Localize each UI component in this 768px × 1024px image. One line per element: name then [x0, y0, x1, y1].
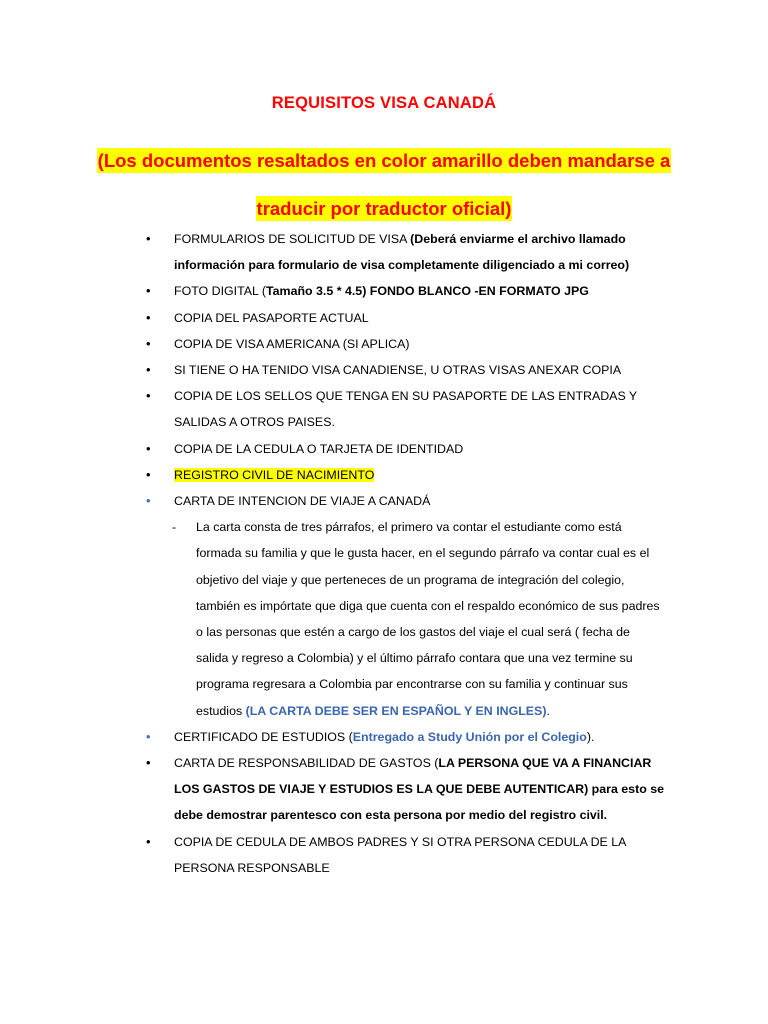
bullet-icon: •	[146, 231, 151, 246]
list-item-expense-letter	[0, 750, 768, 829]
list-item-id-copy	[0, 436, 768, 462]
list-item-text: COPIA DE CEDULA DE AMBOS PADRES Y SI OTRA PERSONA CEDULA DE LA PERSONA RESPONSABLE	[174, 834, 626, 875]
list-item-bold-text: LA PERSONA QUE VA A FINANCIAR LOS GASTOS DE VIAJE Y ESTUDIOS ES LA QUE DEBE AUTENTICAR) para esto se debe demostrar parentesco con esta persona por medio del registro civil.	[174, 756, 664, 823]
bullet-icon: •	[146, 493, 151, 509]
list-item-passport-stamps	[0, 383, 768, 435]
sub-item-text: La carta consta de tres párrafos, el primero va contar el estudiante como está formada su familia y que le gusta hacer, en el segundo párrafo va contar cual es el objetivo del viaje y que perteneces de un programa de integración del colegio, también es impórtate que diga que cuenta con el respaldo económico de sus padres o las personas que estén a cargo de los gastos del viaje el cual será ( fecha de salida y regreso a Colombia) y el último párrafo contara que una vez termine su programa regresara a Colombia par encontrarse con su familia y continuar sus estudios	[196, 520, 660, 718]
list-item-visa-forms	[0, 226, 768, 278]
list-item-text: SI TIENE O HA TENIDO VISA CANADIENSE, U OTRAS VISAS ANEXAR COPIA	[174, 363, 622, 378]
list-item-intent-letter	[0, 488, 768, 514]
language-requirement-note: (LA CARTA DEBE SER EN ESPAÑOL Y EN INGLES)	[245, 703, 547, 718]
list-item-text: CARTA DE RESPONSABILIDAD DE GASTOS (	[174, 756, 439, 771]
bullet-icon: •	[146, 833, 151, 849]
list-item-study-certificate	[0, 724, 768, 750]
list-item-canadian-visa	[0, 357, 768, 383]
notice-line-2: traducir por traductor oficial)	[256, 198, 512, 219]
list-item-bold-text: Tamaño 3.5 * 4.5) FONDO BLANCO -EN FORMATO JPG	[266, 284, 589, 299]
bullet-icon: •	[146, 466, 151, 482]
list-item-passport-copy	[0, 305, 768, 331]
notice-line-1: (Los documentos resaltados en color amarillo deben mandarse a	[97, 150, 671, 171]
list-item-bold-text: (Deberá enviarme el archivo llamado información para formulario de visa completamente diligenciado a mi correo)	[174, 232, 630, 273]
bullet-icon: •	[146, 309, 151, 325]
requirements-list	[0, 226, 768, 881]
bullet-icon: •	[146, 362, 151, 378]
bullet-icon: •	[146, 283, 151, 299]
dash-bullet-icon: -	[172, 520, 177, 535]
list-item-parents-id	[0, 829, 768, 881]
document-title: REQUISITOS VISA CANADÁ	[271, 94, 497, 112]
list-item-digital-photo	[0, 278, 768, 304]
list-item-blue-text: Entregado a Study Unión por el Colegio	[352, 729, 587, 744]
list-item-text: FORMULARIOS DE SOLICITUD DE VISA	[174, 232, 411, 246]
list-item-text-end: ).	[586, 729, 595, 744]
bullet-icon: •	[146, 755, 151, 771]
bullet-icon: •	[146, 335, 151, 351]
list-item-text: FOTO DIGITAL (	[174, 284, 267, 299]
list-item-text: COPIA DE LOS SELLOS QUE TENGA EN SU PASAPORTE DE LAS ENTRADAS Y SALIDAS A OTROS PAISES.	[174, 389, 637, 430]
intent-letter-description	[0, 514, 768, 724]
bullet-icon: •	[146, 440, 151, 456]
sub-item-end: .	[546, 703, 550, 718]
list-item-text: COPIA DE LA CEDULA O TARJETA DE IDENTIDAD	[174, 441, 464, 456]
list-item-text: COPIA DE VISA AMERICANA (SI APLICA)	[174, 336, 410, 351]
bullet-icon: •	[146, 728, 151, 744]
list-item-text: CARTA DE INTENCION DE VIAJE A CANADÁ	[174, 494, 431, 509]
bullet-icon: •	[146, 388, 151, 404]
list-item-birth-certificate	[0, 462, 768, 488]
list-item-us-visa-copy	[0, 331, 768, 357]
highlighted-text: REGISTRO CIVIL DE NACIMIENTO	[174, 467, 375, 482]
list-item-text: CERTIFICADO DE ESTUDIOS (	[174, 729, 353, 744]
translation-notice	[90, 138, 678, 234]
list-item-text: COPIA DEL PASAPORTE ACTUAL	[174, 310, 369, 325]
